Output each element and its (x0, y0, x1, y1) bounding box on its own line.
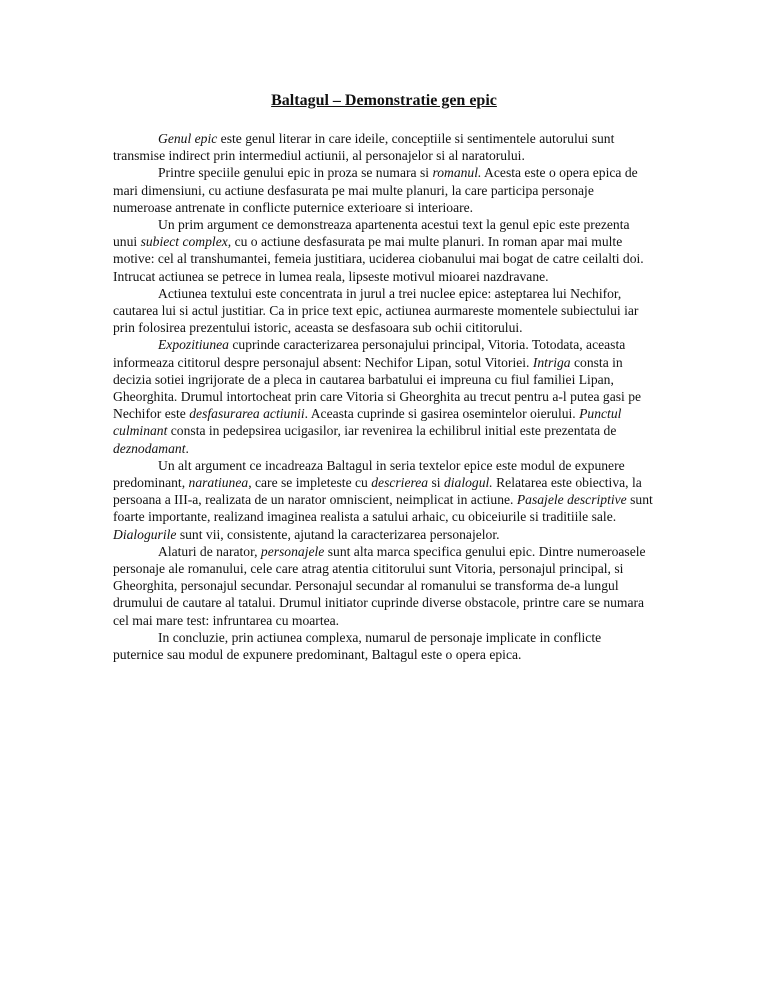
italic-text: deznodamant (113, 440, 186, 456)
italic-text: Genul epic (158, 131, 218, 146)
text-run: si (428, 475, 444, 491)
text-run: Un alt argument ce incadreaza Baltagul in seria textelor epice este modul de expunere predominant, (113, 457, 625, 491)
text-run: In concluzie, prin actiunea complexa, numarul de personaje implicate in conflicte puternice sau modul de expunere predominant, Baltagul este o opera epica. (113, 629, 602, 663)
paragraph (113, 216, 653, 285)
text-run: , care se impleteste cu (248, 475, 372, 491)
paragraph (113, 336, 653, 456)
italic-text: naratiunea (188, 475, 249, 491)
italic-text: Expozitiunea (158, 337, 229, 353)
text-run: Printre speciile genului epic in proza se numara si (158, 165, 433, 181)
italic-text: desfasurarea actiunii (189, 406, 305, 422)
text-run: Acesta este o opera epica de mari dimensiuni, cu actiune desfasurata pe mai multe planuri, la care participa personaje numeroase antrenate in conflicte puternice exterioare si interioare. (113, 165, 638, 215)
italic-text: Punctul culminant (113, 406, 622, 439)
italic-text: descrierea (371, 475, 429, 491)
text-run: . Aceasta cuprinde si gasirea osemintelor oierului. (304, 406, 580, 422)
text-run: Relatarea este obiectiva, la persoana a III-a, realizata de un narator omniscient, neimplicat in actiune. (113, 475, 642, 508)
italic-text: Pasajele descriptive (516, 492, 627, 508)
text-run: sunt alta marca specifica genului epic. Dintre numeroasele personaje ale romanului, cele care atrag atentia cititorului sunt Vitoria, personajul principal, si Gheorghita, personajul secundar. Personajul secundar al romanului se transforma de-a lungul drumului de cautare al tatalui. Drumul initiator cuprinde diverse obstacole, printre care se numara cel mai mare test: infruntarea cu moartea. (113, 543, 646, 628)
text-run: este genul literar in care ideile, conceptiile si sentimentele autorului sunt transmise indirect prin intermediul actiunii, al personajelor si al naratorului. (113, 131, 615, 164)
text-run: Un prim argument ce demonstreaza apartenenta acestui text la genul epic este prezenta unui (113, 217, 630, 250)
paragraph (113, 285, 653, 337)
text-run: sunt foarte importante, realizand imaginea realista a satului arhaic, cu obiceiurile si traditiile sale. (113, 492, 653, 525)
italic-text: subiect complex, (140, 234, 232, 250)
text-run: consta in decizia sotiei ingrijorate de a pleca in cautarea barbatului ei impreuna cu fiul familiei Lipan, Gheorghita. Drumul intortocheat prin care Vitoria si Gheorghita au trecut pentru a-l putea gasi pe Nechifor este (113, 354, 642, 422)
document-title: Baltagul – Demonstratie gen epic (271, 92, 497, 109)
italic-text: Dialogurile (113, 526, 177, 542)
text-run: consta in pedepsirea ucigasilor, iar revenirea la echilibrul initial este prezentata de (167, 423, 617, 439)
paragraph (113, 629, 653, 663)
text-run: cu o actiune desfasurata pe mai multe planuri. In roman apar mai multe motive: cel al transhumantei, femeia justitiara, uciderea ciobanului mai bogat de catre ceilalti doi. Intrucat actiunea se petrece in lumea reala, lipseste motivul mioarei nazdravane. (113, 234, 644, 284)
paragraph (113, 543, 653, 629)
text-run: Actiunea textului este concentrata in jurul a trei nuclee epice: asteptarea lui Nechifor, cautarea lui si actul justitiar. Ca in price text epic, actiunea aurmareste momentele subiectului iar prin folosirea prezentului istoric, aceasta se desfasoara sub ochii cititorului. (113, 285, 639, 336)
text-run: cuprinde caracterizarea personajului principal, Vitoria. Totodata, aceasta informeaza cititorul despre personajul absent: Nechifor Lipan, sotul Vitoriei. (113, 337, 626, 370)
paragraph (113, 457, 653, 543)
italic-text: personajele (260, 543, 325, 559)
italic-text: Intriga (532, 354, 571, 370)
paragraph (113, 164, 653, 216)
text-run: sunt vii, consistente, ajutand la caracterizarea personajelor. (176, 526, 500, 542)
text-run: Alaturi de narator, (158, 543, 261, 559)
italic-text: romanul. (432, 165, 482, 181)
text-run: . (185, 440, 189, 456)
document-body (113, 130, 653, 663)
italic-text: dialogul. (443, 475, 493, 491)
paragraph (113, 130, 653, 164)
